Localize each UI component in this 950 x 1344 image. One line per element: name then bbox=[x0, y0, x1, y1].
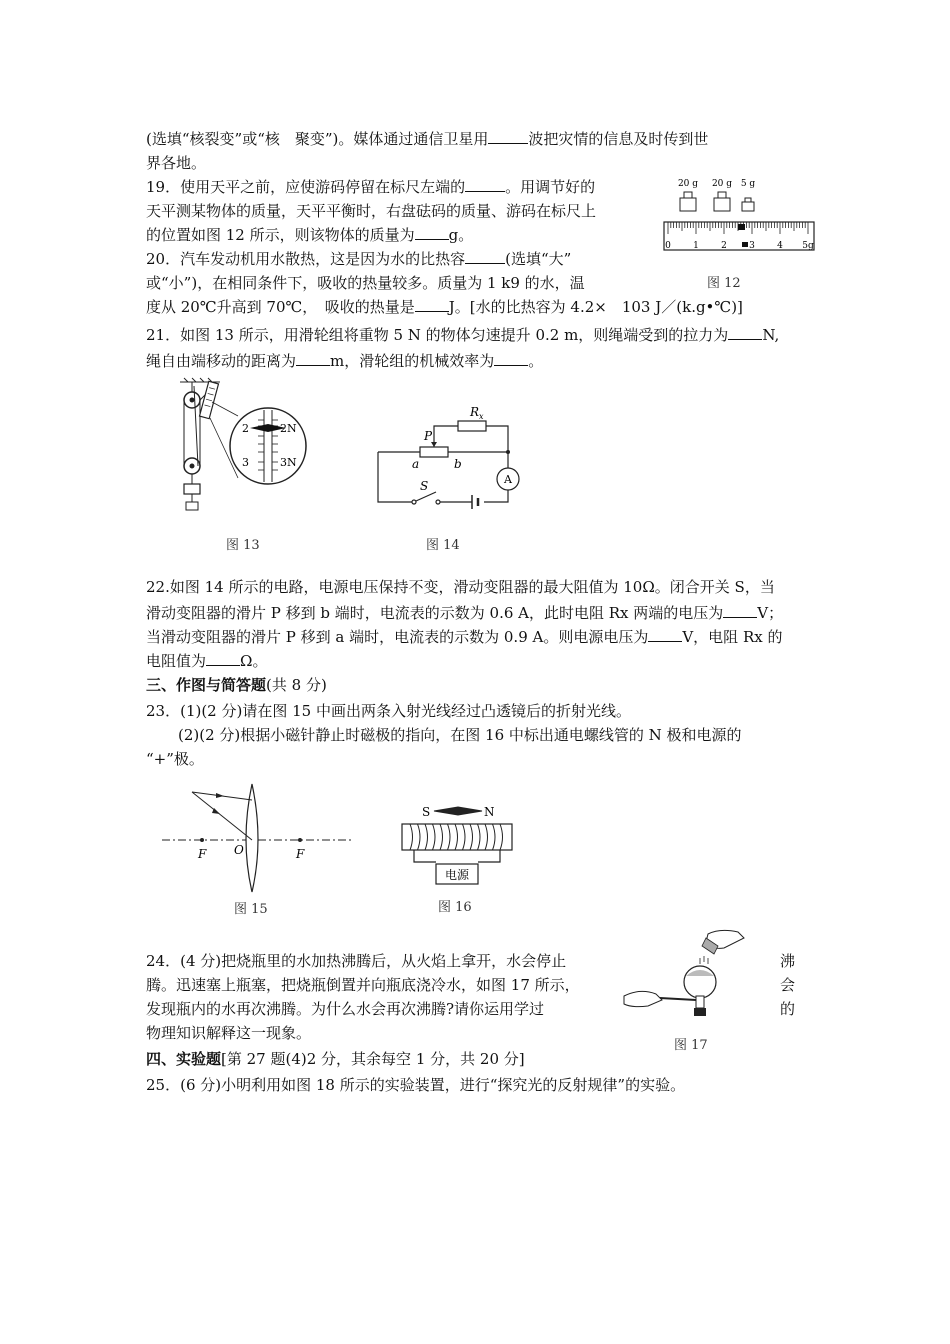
scale-label-3n: 3N bbox=[280, 456, 297, 469]
ceiling-hatch bbox=[180, 378, 220, 382]
rider bbox=[738, 224, 745, 230]
q25-line1: 25．(6 分)小明利用如图 18 所示的实验装置，进行“探究光的反射规律”的实验。 bbox=[146, 1076, 686, 1094]
rheostat bbox=[420, 447, 448, 457]
q21-line2 bbox=[146, 350, 543, 372]
figure-12 bbox=[660, 176, 820, 268]
rider-bottom bbox=[742, 242, 748, 247]
hand-left bbox=[624, 991, 662, 1006]
ruler-label-2: 2 bbox=[721, 241, 727, 251]
water-drops bbox=[700, 956, 708, 964]
q24-line3: 发现瓶内的水再次沸腾。为什么水会再次沸腾?请你运用学过 bbox=[146, 1000, 545, 1018]
q22-text: V，电阻 Rx 的 bbox=[682, 628, 783, 646]
figure-17 bbox=[620, 924, 770, 1024]
answer-blank[interactable] bbox=[415, 297, 449, 312]
q21-text: m，滑轮组的机械效率为 bbox=[330, 352, 495, 370]
ruler-label-1: 1 bbox=[693, 241, 699, 251]
weight-label-20g-a: 20 g bbox=[677, 179, 699, 189]
q18-line2: 界各地。 bbox=[146, 154, 207, 172]
weight-20g-a bbox=[680, 192, 696, 211]
figure-16 bbox=[400, 800, 516, 890]
figure-14 bbox=[374, 402, 524, 512]
section-3-heading bbox=[146, 674, 327, 696]
q22-text: V； bbox=[757, 604, 784, 622]
label-a: a bbox=[412, 457, 420, 471]
figure-13-caption: 图 13 bbox=[226, 538, 260, 553]
q19-line2: 天平测某物体的质量，天平平衡时，右盘砝码的质量、游码在标尺上 bbox=[146, 202, 597, 220]
answer-blank[interactable] bbox=[206, 651, 240, 666]
figure-13 bbox=[172, 378, 317, 518]
q24-side-3: 的 bbox=[780, 1000, 796, 1018]
power-source-label: 电源 bbox=[444, 868, 470, 882]
q20-text: J。[水的比热容为 4.2× 103 J／(k.g•℃)] bbox=[448, 298, 743, 316]
stopper bbox=[694, 1008, 706, 1016]
q20-text: (选填“大” bbox=[505, 250, 572, 268]
section-3-note: (共 8 分) bbox=[266, 676, 327, 694]
wires bbox=[378, 426, 508, 502]
section-4-note: [第 27 题(4)2 分，其余每空 1 分，共 20 分] bbox=[221, 1050, 525, 1068]
answer-blank[interactable] bbox=[465, 249, 505, 264]
label-f-left: F bbox=[198, 847, 207, 861]
weight-20g-b bbox=[714, 192, 730, 211]
weight-label-5g: 5 g bbox=[740, 179, 756, 189]
label-b: b bbox=[454, 457, 462, 471]
q19-text: 19．使用天平之前，应使游码停留在标尺左端的 bbox=[146, 178, 466, 196]
q24-line4: 物理知识解释这一现象。 bbox=[146, 1024, 312, 1042]
ammeter-label: A bbox=[504, 473, 512, 486]
q22-text: Ω。 bbox=[240, 652, 268, 670]
q20-line3 bbox=[146, 296, 743, 318]
q18-text: 波把灾情的信息及时传到世 bbox=[528, 130, 709, 148]
answer-blank[interactable] bbox=[465, 177, 505, 192]
figure-15-caption: 图 15 bbox=[234, 902, 268, 917]
answer-blank[interactable] bbox=[723, 603, 757, 618]
figure-16-caption: 图 16 bbox=[438, 900, 472, 915]
wire-right bbox=[478, 850, 500, 862]
answer-blank[interactable] bbox=[494, 351, 528, 366]
section-4-title: 四、实验题 bbox=[146, 1050, 222, 1068]
q20-line2: 或“小”)，在相同条件下，吸收的热量较多。质量为 1 k9 的水，温 bbox=[146, 274, 585, 292]
hanging-weight bbox=[184, 484, 200, 494]
weight-5g bbox=[742, 198, 754, 211]
answer-blank[interactable] bbox=[296, 351, 330, 366]
figure-12-caption: 图 12 bbox=[707, 276, 741, 291]
ruler-label-4: 4 bbox=[777, 241, 783, 251]
q24-line1: 24．(4 分)把烧瓶里的水加热沸腾后，从火焰上拿开，水会停止 bbox=[146, 952, 567, 970]
q22-text: 电阻值为 bbox=[146, 652, 207, 670]
section-3-title: 三、作图与简答题 bbox=[146, 676, 267, 694]
scale-label-3: 3 bbox=[242, 456, 249, 469]
compass-needle bbox=[434, 807, 482, 815]
label-s: S bbox=[422, 805, 431, 819]
q19-line3 bbox=[146, 224, 473, 246]
q21-text: N, bbox=[762, 326, 780, 344]
section-4-heading bbox=[146, 1048, 525, 1070]
q19-line1 bbox=[146, 176, 595, 198]
battery bbox=[472, 495, 478, 509]
q19-text: 。用调节好的 bbox=[505, 178, 596, 196]
weight-label-20g-b: 20 g bbox=[711, 179, 733, 189]
label-p: P bbox=[424, 429, 433, 443]
label-s: S bbox=[420, 479, 429, 493]
q20-line1 bbox=[146, 248, 571, 270]
q18-text: (选填“核裂变”或“核 聚变”)。媒体通过通信卫星用 bbox=[146, 130, 489, 148]
label-o: O bbox=[234, 843, 244, 857]
q21-text: 绳自由端移动的距离为 bbox=[146, 352, 297, 370]
figure-15 bbox=[158, 770, 358, 894]
answer-blank[interactable] bbox=[648, 627, 682, 642]
magnified-view bbox=[230, 408, 306, 484]
q19-text: 的位置如图 12 所示，则该物体的质量为 bbox=[146, 226, 415, 244]
answer-blank[interactable] bbox=[728, 325, 762, 340]
answer-blank[interactable] bbox=[415, 225, 449, 240]
ruler-label-3: 3 bbox=[749, 241, 755, 251]
q22-line1: 22.如图 14 所示的电路，电源电压保持不变，滑动变阻器的最大阻值为 10Ω。闭合开关 S，当 bbox=[146, 578, 775, 596]
q22-text: 滑动变阻器的滑片 P 移到 b 端时，电流表的示数为 0.6 A，此时电阻 Rx 两端的电压为 bbox=[146, 604, 724, 622]
q19-text: g。 bbox=[448, 226, 474, 244]
switch bbox=[412, 492, 440, 504]
figure-17-caption: 图 17 bbox=[674, 1038, 708, 1053]
q20-text: 度从 20℃升高到 70℃， 吸收的热量是 bbox=[146, 298, 415, 316]
q23-line3: “+”极。 bbox=[146, 750, 204, 768]
q21-text: 。 bbox=[528, 352, 544, 370]
q24-line2: 腾。迅速塞上瓶塞，把烧瓶倒置并向瓶底浇冷水，如图 17 所示， bbox=[146, 976, 580, 994]
ruler-label-0: 0 bbox=[665, 241, 671, 251]
q22-line4 bbox=[146, 650, 267, 672]
scale-label-2: 2 bbox=[242, 422, 249, 435]
q23-line2: (2)(2 分)根据小磁针静止时磁极的指向，在图 16 中标出通电螺线管的 N 极和电源的 bbox=[178, 726, 742, 744]
q22-text: 当滑动变阻器的滑片 P 移到 a 端时，电流表的示数为 0.9 A。则电源电压为 bbox=[146, 628, 649, 646]
q23-line1: 23．(1)(2 分)请在图 15 中画出两条入射光线经过凸透镜后的折射光线。 bbox=[146, 702, 631, 720]
q24-side-2: 会 bbox=[780, 976, 796, 994]
convex-lens bbox=[246, 784, 258, 892]
wire-left bbox=[414, 850, 436, 862]
q20-text: 20．汽车发动机用水散热，这是因为水的比热容 bbox=[146, 250, 466, 268]
clamp-rod bbox=[660, 998, 696, 1000]
label-rx: $R_x$ bbox=[470, 405, 484, 421]
resistor-rx bbox=[458, 421, 486, 431]
q22-line2 bbox=[146, 602, 783, 624]
label-f-right: F bbox=[296, 847, 305, 861]
q21-line1 bbox=[146, 324, 779, 346]
q22-line3 bbox=[146, 626, 782, 648]
label-n: N bbox=[484, 805, 495, 819]
flask-neck bbox=[696, 996, 704, 1008]
figure-14-caption: 图 14 bbox=[426, 538, 460, 553]
q24-side-1: 沸 bbox=[780, 952, 796, 970]
answer-blank[interactable] bbox=[488, 129, 528, 144]
scale-label-2n: 2N bbox=[280, 422, 297, 435]
ruler-label-5: 5g bbox=[802, 241, 814, 251]
q18-line1 bbox=[146, 128, 708, 150]
q21-text: 21．如图 13 所示，用滑轮组将重物 5 N 的物体匀速提升 0.2 m，则绳端受到的拉力为 bbox=[146, 326, 729, 344]
